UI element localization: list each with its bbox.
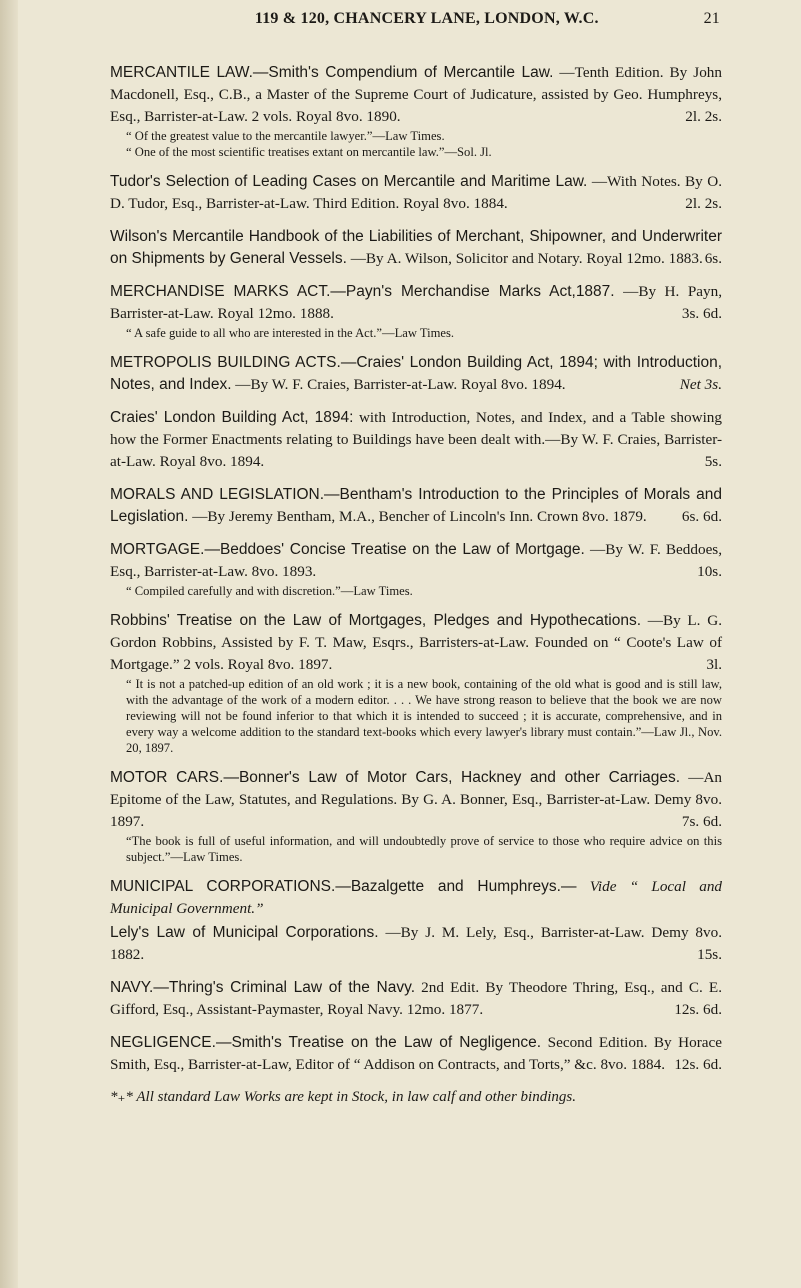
catalogue-entry [110,171,722,215]
entry-heading: NAVY.—Thring's Criminal Law of the Navy. [110,979,415,996]
entry-text: —By H. Payn, Barrister-at-Law. Royal 12mo. 1888. [110,283,722,322]
entry-heading: MERCHANDISE MARKS ACT.—Payn's Merchandise Marks Act,1887. [110,283,615,300]
catalogue-entry [110,281,722,341]
entry-text: with Introduction, Notes, and Index, and a Table showing how the Former Enactments relating to Buildings have been dealt with.—By W. F. Craies, Barrister-at-Law. Royal 8vo. 1894. [110,409,722,470]
entry-heading: MOTOR CARS.—Bonner's Law of Motor Cars, Hackney and other Carriages. [110,769,681,786]
catalogue-entry [110,876,722,920]
catalogue-entry [110,484,722,528]
entry-text: Vide “ Local and Municipal Government.” [110,878,723,917]
entry-heading: MUNICIPAL CORPORATIONS.—Bazalgette and Humphreys.— [110,878,577,895]
entry-text: —By A. Wilson, Solicitor and Notary. Royal 12mo. 1883. [350,250,703,267]
catalogue-entry [110,62,722,160]
entry-heading: Lely's Law of Municipal Corporations. [110,924,379,941]
entry-price: 6s. [704,250,722,267]
catalogue-list [110,62,722,1106]
catalogue-entry [110,539,722,599]
catalogue-entry [110,1032,722,1076]
entry-text: —By J. M. Lely, Esq., Barrister-at-Law. Demy 8vo. 1882. [110,924,722,963]
entry-price: 12s. 6d. [674,1001,722,1018]
catalogue-entry [110,922,722,966]
entry-price: Net 3s. [679,376,722,393]
review-quote: “ A safe guide to all who are interested in the Act.”—Law Times. [126,326,455,340]
entry-heading: MERCANTILE LAW.—Smith's Compendium of Mercantile Law. [110,64,554,81]
review-quote: “The book is full of useful information, and will undoubtedly prove of service to those who require advice on this subject.”—Law Times. [126,834,722,864]
entry-price: 7s. 6d. [681,813,722,830]
review-quote: “ Compiled carefully and with discretion.”—Law Times. [126,584,413,598]
catalogue-entry [110,407,722,473]
review-quote: “ One of the most scientific treatises extant on mercantile law.”—Sol. Jl. [126,145,492,159]
entry-heading: Craies' London Building Act, 1894: [110,409,354,426]
entry-heading: MORALS AND LEGISLATION.—Bentham's Introduction to the Principles of Morals and Legislation. [110,486,722,525]
entry-price: 12s. 6d. [674,1056,722,1073]
review-quote: “ Of the greatest value to the mercantile lawyer.”—Law Times. [126,129,445,143]
entry-text: Second Edition. By Horace Smith, Esq., Barrister-at-Law, Editor of “ Addison on Contracts, and Torts,” &c. 8vo. 1884. [110,1034,722,1073]
entry-text: —By L. G. Gordon Robbins, Assisted by F. T. Maw, Esqrs., Barristers-at-Law. Founded on “ Coote's Law of Mortgage.” 2 vols. Royal 8vo. 1897. [110,612,722,673]
entry-price: 2l. 2s. [685,195,722,212]
catalogue-entry [110,767,722,865]
entry-price: 3l. [706,656,722,673]
review-quote: “ It is not a patched-up edition of an old work ; it is a new book, containing of the old what is good and is still law, with the advantage of the work of a modern editor. . . . We have strong reason to believe that the book we are now reviewing will not be found inferior to that which it is intended to succeed ; it is accurate, comprehensive, and in every way a welcome addition to the standard text-books which every lawyer's library must contain.”—Law Jl., Nov. 20, 1897. [126,677,722,755]
entry-price: 6s. 6d. [681,508,722,525]
entry-text: —By W. F. Beddoes, Esq., Barrister-at-Law. 8vo. 1893. [110,541,723,580]
entry-price: 5s. [704,453,722,470]
entry-text: —With Notes. By O. D. Tudor, Esq., Barrister-at-Law. Third Edition. Royal 8vo. 1884. [110,173,723,212]
entry-text: —An Epitome of the Law, Statutes, and Regulations. By G. A. Bonner, Esq., Barrister-at-Law. Demy 8vo. 1897. [110,769,722,830]
entry-price: 3s. 6d. [681,305,722,322]
catalogue-entry [110,610,722,756]
entry-text: —By Jeremy Bentham, M.A., Bencher of Lincoln's Inn. Crown 8vo. 1879. [192,508,647,525]
entry-heading: Tudor's Selection of Leading Cases on Mercantile and Maritime Law. [110,173,588,190]
entry-text: 2nd Edit. By Theodore Thring, Esq., and C. E. Gifford, Esq., Assistant-Paymaster, Royal Navy. 12mo. 1877. [110,979,722,1018]
page-gutter [0,0,18,1288]
entry-text: —Tenth Edition. By John Macdonell, Esq., C.B., a Master of the Supreme Court of Judicature, assisted by Geo. Humphreys, Esq., Barrister-at-Law. 2 vols. Royal 8vo. 1890. [110,64,722,125]
catalogue-entry [110,352,722,396]
entry-price: 10s. [697,563,722,580]
entry-heading: Robbins' Treatise on the Law of Mortgages, Pledges and Hypothecations. [110,612,641,629]
entry-price: 15s. [697,946,722,963]
running-header [110,10,720,28]
entry-heading: NEGLIGENCE.—Smith's Treatise on the Law of Negligence. [110,1034,542,1051]
entry-text: —By W. F. Craies, Barrister-at-Law. Royal 8vo. 1894. [235,376,566,393]
entry-price: 2l. 2s. [685,108,722,125]
page-number: 21 [703,10,720,27]
entry-heading: Wilson's Mercantile Handbook of the Liabilities of Merchant, Shipowner, and Underwriter on Shipments by General Vessels. [110,228,722,267]
catalogue-entry [110,977,722,1021]
catalogue-entry [110,226,722,270]
header-address: 119 & 120, CHANCERY LANE, LONDON, W.C. [254,10,599,27]
entry-heading: METROPOLIS BUILDING ACTS.—Craies' London Building Act, 1894; with Introduction, Notes, and Index. [110,354,722,393]
entry-heading: MORTGAGE.—Beddoes' Concise Treatise on the Law of Mortgage. [110,541,585,558]
stock-note: *₊* All standard Law Works are kept in Stock, in law calf and other bindings. [110,1089,576,1105]
